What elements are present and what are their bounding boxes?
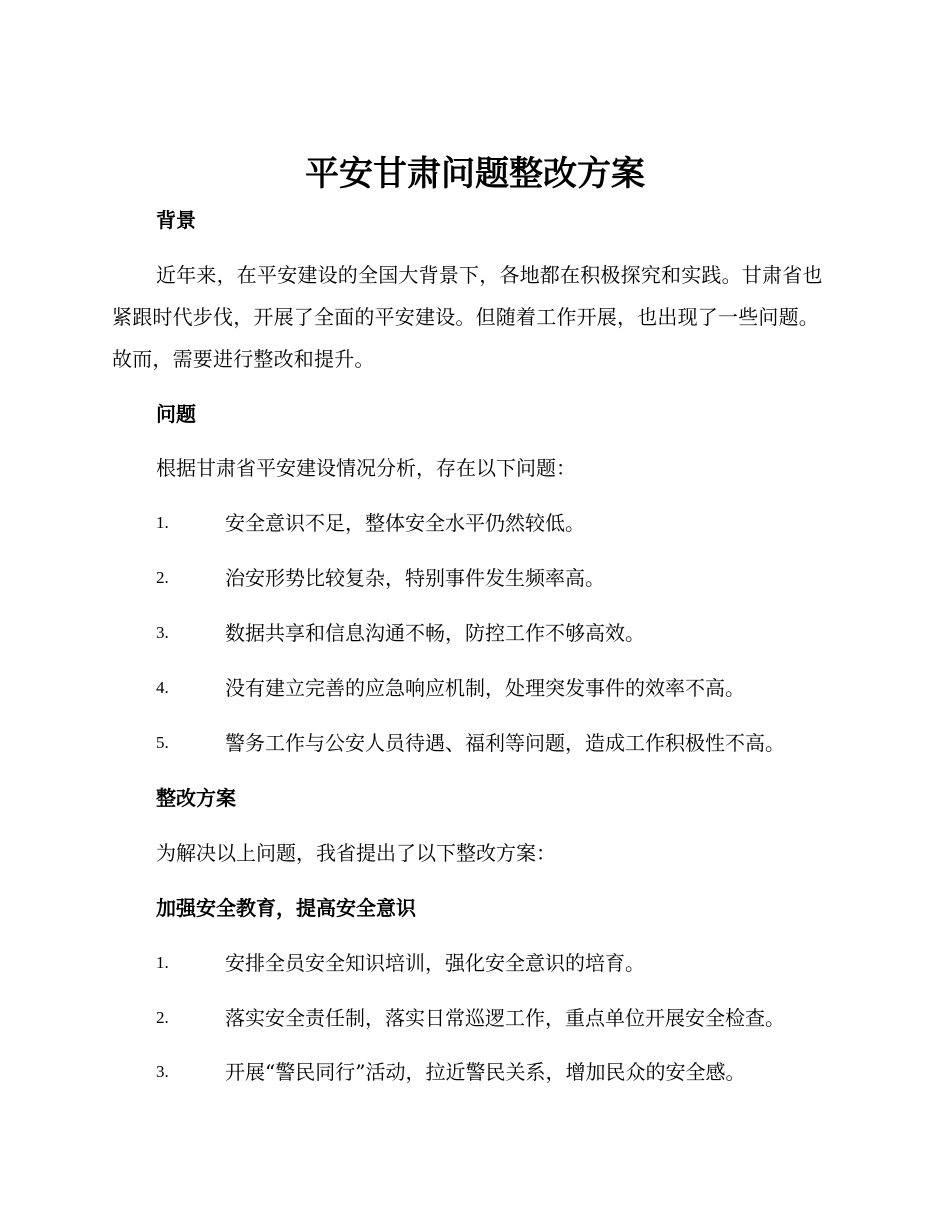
list-item-number: 3. — [156, 623, 169, 642]
list-item-text: 数据共享和信息沟通不畅，防控工作不够高效。 — [225, 621, 645, 645]
list-item — [156, 729, 846, 757]
list-item-number: 4. — [156, 678, 169, 697]
background-paragraph: 近年来，在平安建设的全国大背景下，各地都在积极探究和实践。甘肃省也紧跟时代步伐，开展了全面的平安建设。但随着工作开展，也出现了一些问题。故而，需要进行整改和提升。 — [112, 263, 823, 371]
list-item — [156, 949, 846, 977]
list-item-text: 落实安全责任制，落实日常巡逻工作，重点单位开展安全检查。 — [225, 1006, 785, 1030]
list-item-text: 安全意识不足，整体安全水平仍然较低。 — [225, 511, 585, 535]
list-item-text: 警务工作与公安人员待遇、福利等问题，造成工作积极性不高。 — [225, 731, 785, 755]
list-item-text: 治安形势比较复杂，特别事件发生频率高。 — [225, 566, 605, 590]
section-heading-problems: 问题 — [156, 402, 196, 426]
list-item-number: 2. — [156, 1008, 169, 1027]
problems-intro: 根据甘肃省平安建设情况分析，存在以下问题： — [156, 456, 576, 480]
list-item-number: 1. — [156, 513, 169, 532]
list-item-number: 1. — [156, 953, 169, 972]
list-item — [156, 619, 846, 647]
list-item-text: 开展“警民同行”活动，拉近警民关系，增加民众的安全感。 — [225, 1060, 746, 1084]
section-heading-plan: 整改方案 — [156, 786, 236, 810]
list-item-text: 安排全员安全知识培训，强化安全意识的培育。 — [225, 951, 645, 975]
list-item-number: 5. — [156, 733, 169, 752]
plan-subheading: 加强安全教育，提高安全意识 — [156, 896, 416, 920]
list-item-number: 2. — [156, 568, 169, 587]
document-title: 平安甘肃问题整改方案 — [305, 154, 645, 194]
list-item — [156, 509, 846, 537]
list-item-number: 3. — [156, 1062, 169, 1081]
list-item — [156, 674, 846, 702]
list-item — [156, 1058, 846, 1086]
list-item-text: 没有建立完善的应急响应机制，处理突发事件的效率不高。 — [225, 676, 745, 700]
plan-intro: 为解决以上问题，我省提出了以下整改方案： — [156, 841, 556, 865]
list-item — [156, 1004, 846, 1032]
section-heading-background: 背景 — [156, 208, 196, 232]
list-item — [156, 564, 846, 592]
